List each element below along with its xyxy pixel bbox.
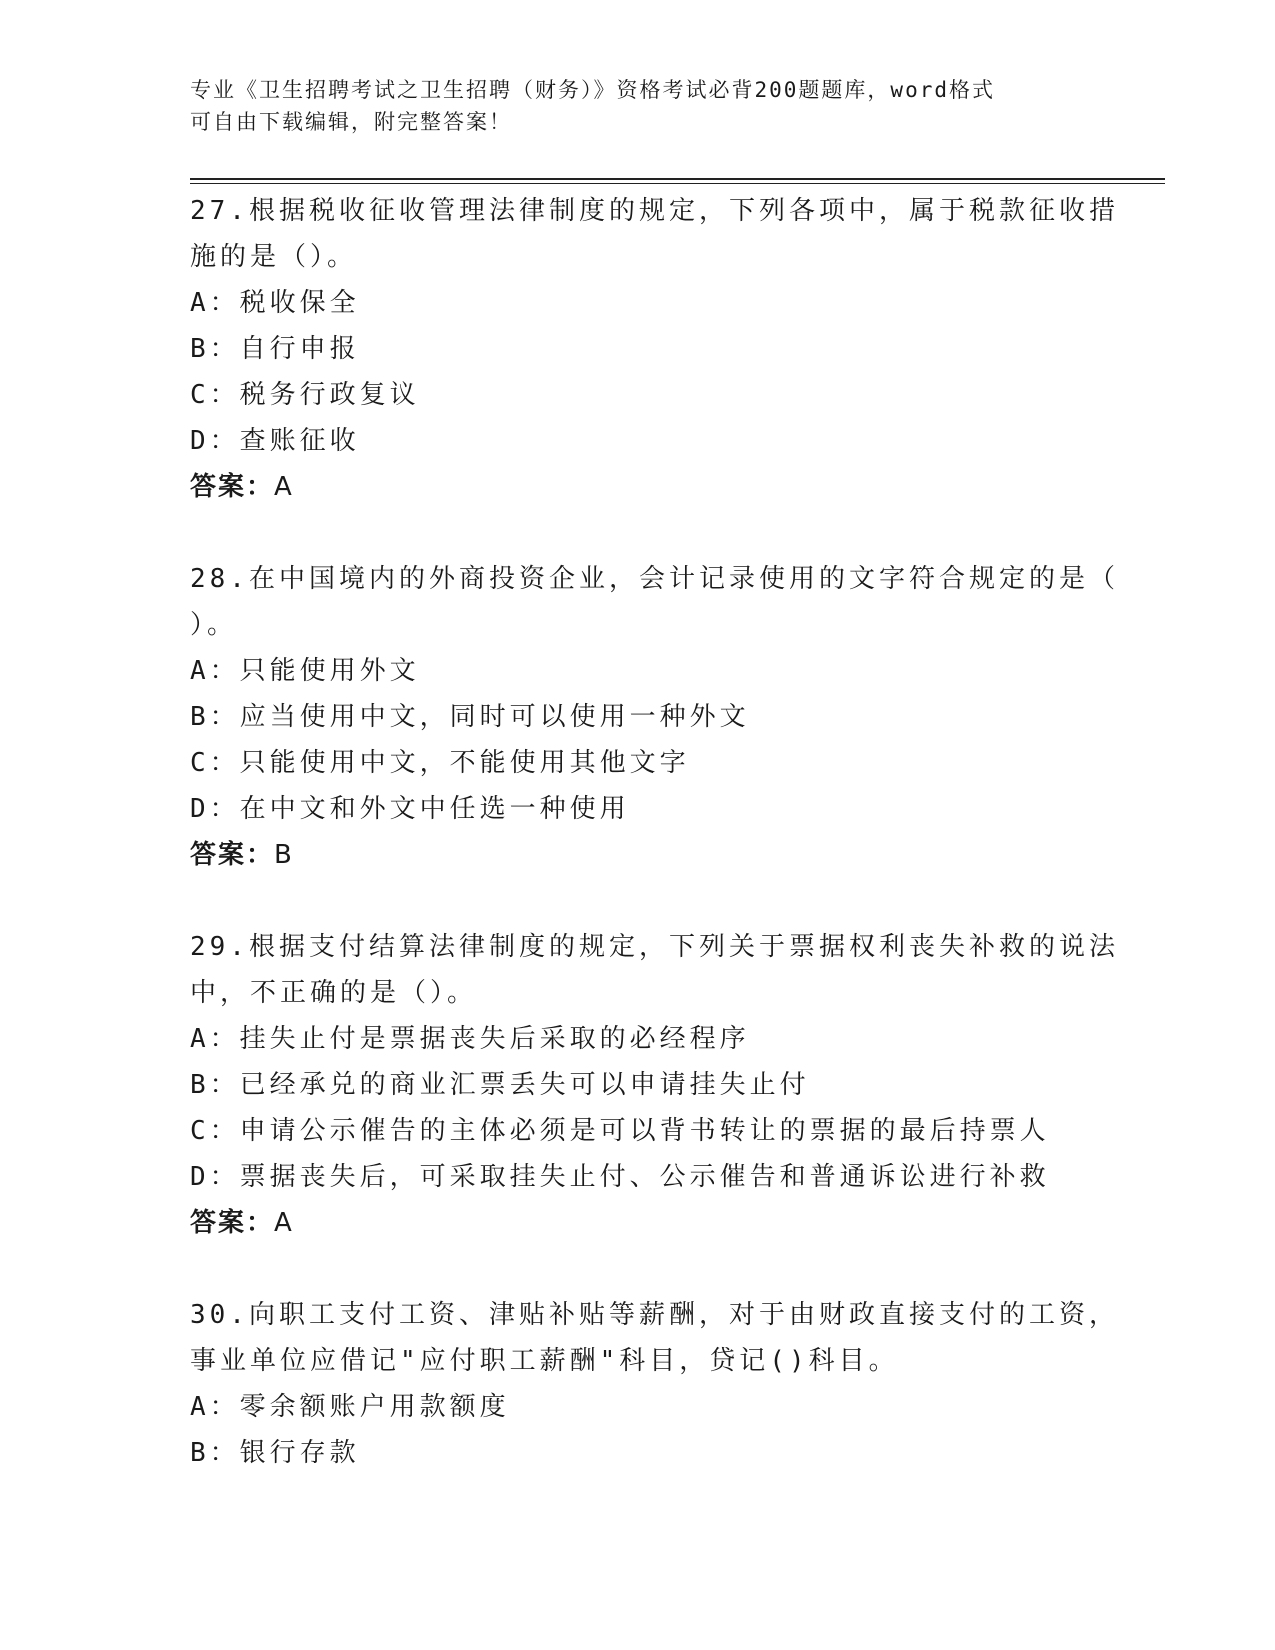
question-list: [190, 188, 1119, 1522]
option-b: B：自行申报: [190, 334, 360, 364]
question-stem-line: 施的是（）。: [190, 242, 358, 272]
question-stem-line: 28.在中国境内的外商投资企业，会计记录使用的文字符合规定的是（: [190, 564, 1119, 594]
option-b: B：已经承兑的商业汇票丢失可以申请挂失止付: [190, 1070, 810, 1100]
option-c: C：税务行政复议: [190, 380, 420, 410]
answer-value: B: [274, 840, 294, 870]
header-line-1: 专业《卫生招聘考试之卫生招聘（财务）》资格考试必背200题题库，word格式: [190, 78, 995, 102]
answer-line: [190, 464, 1090, 510]
document-header: [190, 74, 1090, 138]
option-a: A：只能使用外文: [190, 656, 420, 686]
question-stem-line: 中，不正确的是（）。: [190, 978, 478, 1008]
question-28: [190, 556, 1119, 878]
answer-line: [190, 832, 1090, 878]
option-d: D：票据丧失后，可采取挂失止付、公示催告和普通诉讼进行补救: [190, 1162, 1050, 1192]
option-c: C：只能使用中文，不能使用其他文字: [190, 748, 690, 778]
header-rule-thick: [190, 178, 1165, 180]
option-a: A：零余额账户用款额度: [190, 1392, 510, 1422]
answer-label: 答案：: [190, 1208, 275, 1238]
question-29: [190, 924, 1119, 1246]
question-stem-line: 29.根据支付结算法律制度的规定，下列关于票据权利丧失补救的说法: [190, 932, 1119, 962]
option-a: A：税收保全: [190, 288, 360, 318]
answer-value: A: [274, 1208, 294, 1238]
question-stem-line: ）。: [190, 610, 238, 640]
answer-value: A: [274, 472, 294, 502]
header-rule-thin: [190, 183, 1165, 184]
question-30: [190, 1292, 1119, 1476]
answer-line: [190, 1200, 1090, 1246]
question-27: [190, 188, 1119, 510]
question-stem-line: 事业单位应借记"应付职工薪酬"科目，贷记()科目。: [190, 1346, 899, 1376]
answer-label: 答案：: [190, 840, 275, 870]
option-d: D：在中文和外文中任选一种使用: [190, 794, 630, 824]
option-b: B：银行存款: [190, 1438, 360, 1468]
question-stem-line: 27.根据税收征收管理法律制度的规定，下列各项中，属于税款征收措: [190, 196, 1119, 226]
option-d: D：查账征收: [190, 426, 360, 456]
option-c: C：申请公示催告的主体必须是可以背书转让的票据的最后持票人: [190, 1116, 1050, 1146]
answer-label: 答案：: [190, 472, 275, 502]
option-a: A：挂失止付是票据丧失后采取的必经程序: [190, 1024, 750, 1054]
header-line-2: 可自由下载编辑，附完整答案！: [190, 110, 512, 134]
question-stem-line: 30.向职工支付工资、津贴补贴等薪酬，对于由财政直接支付的工资，: [190, 1300, 1119, 1330]
option-b: B：应当使用中文，同时可以使用一种外文: [190, 702, 750, 732]
